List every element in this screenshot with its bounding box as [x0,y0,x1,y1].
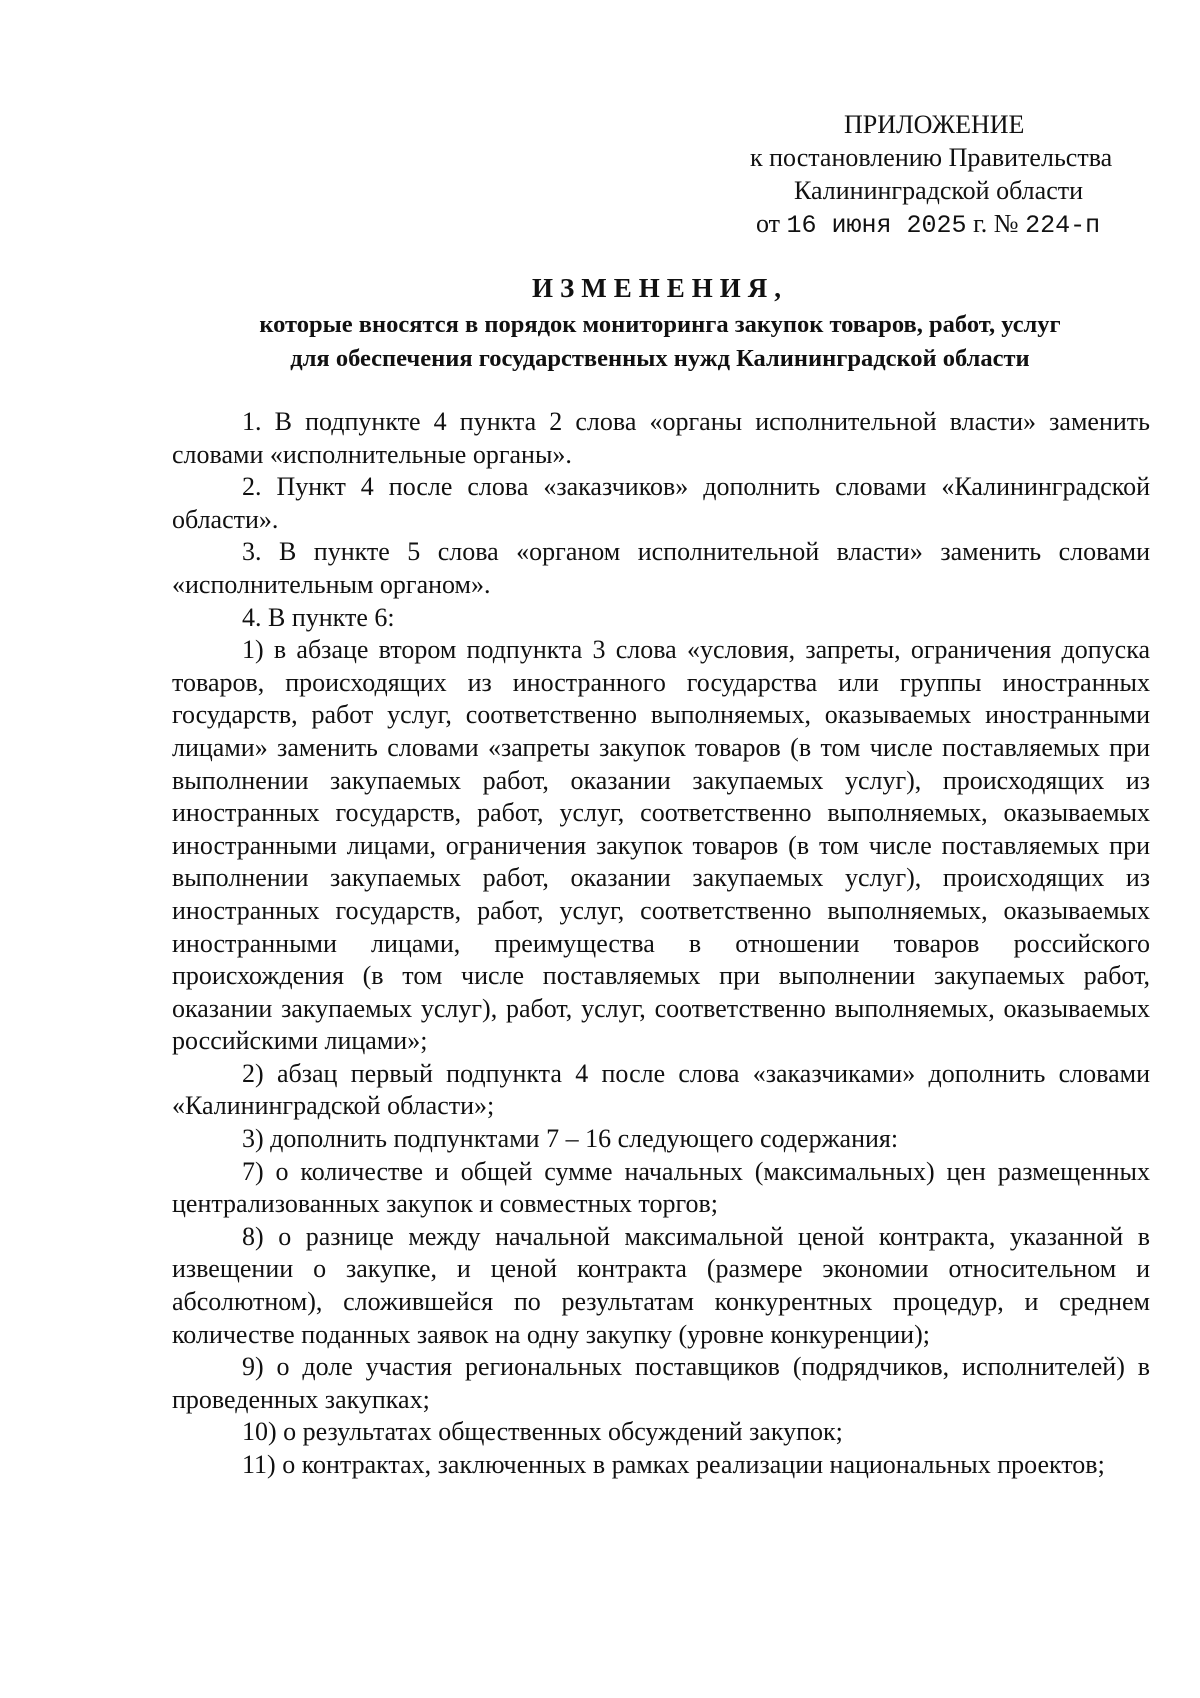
resolution-reference: к постановлению Правительства [750,143,1113,172]
item-7: 7) о количестве и общей сумме начальных (максимальных) цен размещенных централизованных закупок и совместных торгов; [172,1156,1150,1219]
item-9: 9) о доле участия региональных поставщиков (подрядчиков, исполнителей) в проведенных закупках; [172,1352,1150,1414]
paragraph-4: 4. В пункте 6: [242,602,395,632]
subtitle-line-2: для обеспечения государственных нужд Калининградской области [290,345,1030,372]
date-suffix: г. № [973,209,1019,238]
document-subtitle [170,308,1150,376]
subparagraph-3: 3) дополнить подпунктами 7 – 16 следующего содержания: [242,1124,899,1154]
date-prefix: от [756,209,781,238]
subtitle-line-1: которые вносятся в порядок мониторинга закупок товаров, работ, услуг [259,311,1061,338]
document-body [172,406,1150,1482]
subparagraph-1: 1) в абзаце втором подпункта 3 слова «условия, запреты, ограничения допуска товаров, происходящих из иностранного государства или группы иностранных государств, работ услуг, соответственно выполняемых, оказываемых иностранными лицами» заменить словами «запреты закупок товаров (в том числе поставляемых при выполнении закупаемых работ, оказании закупаемых услуг), происходящих из иностранных государств, работ, услуг, соответственно выполняемых, оказываемых иностранными лицами, ограничения закупок товаров (в том числе поставляемых при выполнении закупаемых работ, оказании закупаемых услуг), происходящих из иностранных государств, работ, услуг, соответственно выполняемых, оказываемых иностранными лицами, преимущества в отношении товаров российского происхождения (в том числе поставляемых при выполнении закупаемых работ, оказании закупаемых услуг), работ, услуг, соответственно выполняемых, оказываемых российскими лицами»; [172,635,1150,1056]
item-11: 11) о контрактах, заключенных в рамках реализации национальных проектов; [242,1450,1105,1479]
appendix-header [720,108,1140,242]
document-title: ИЗМЕНЕНИЯ, [531,273,788,303]
paragraph-3: 3. В пункте 5 слова «органом исполнительной власти» заменить словами «исполнительным органом». [172,537,1150,599]
paragraph-2: 2. Пункт 4 после слова «заказчиков» дополнить словами «Калининградской области». [172,472,1150,534]
item-10: 10) о результатах общественных обсуждений закупок; [242,1417,843,1447]
item-8: 8) о разнице между начальной максимальной ценой контракта, указанной в извещении о закупке, и ценой контракта (размере экономии относительном и абсолютном), сложившейся по результатам конкурентных процедур, и среднем количестве поданных заявок на одну закупку (уровне конкуренции); [172,1221,1150,1349]
subparagraph-2: 2) абзац первый подпункта 4 после слова «заказчиками» дополнить словами «Калининградской области»; [172,1058,1150,1121]
resolution-date-number [720,207,1140,242]
paragraph-1: 1. В подпункте 4 пункта 2 слова «органы исполнительной власти» заменить словами «исполнительные органы». [172,407,1150,469]
resolution-number: 224-п [1025,211,1101,240]
resolution-date: 16 июня 2025 [786,211,967,240]
appendix-label: ПРИЛОЖЕНИЕ [844,110,1025,139]
region-name: Калининградской области [794,176,1084,205]
